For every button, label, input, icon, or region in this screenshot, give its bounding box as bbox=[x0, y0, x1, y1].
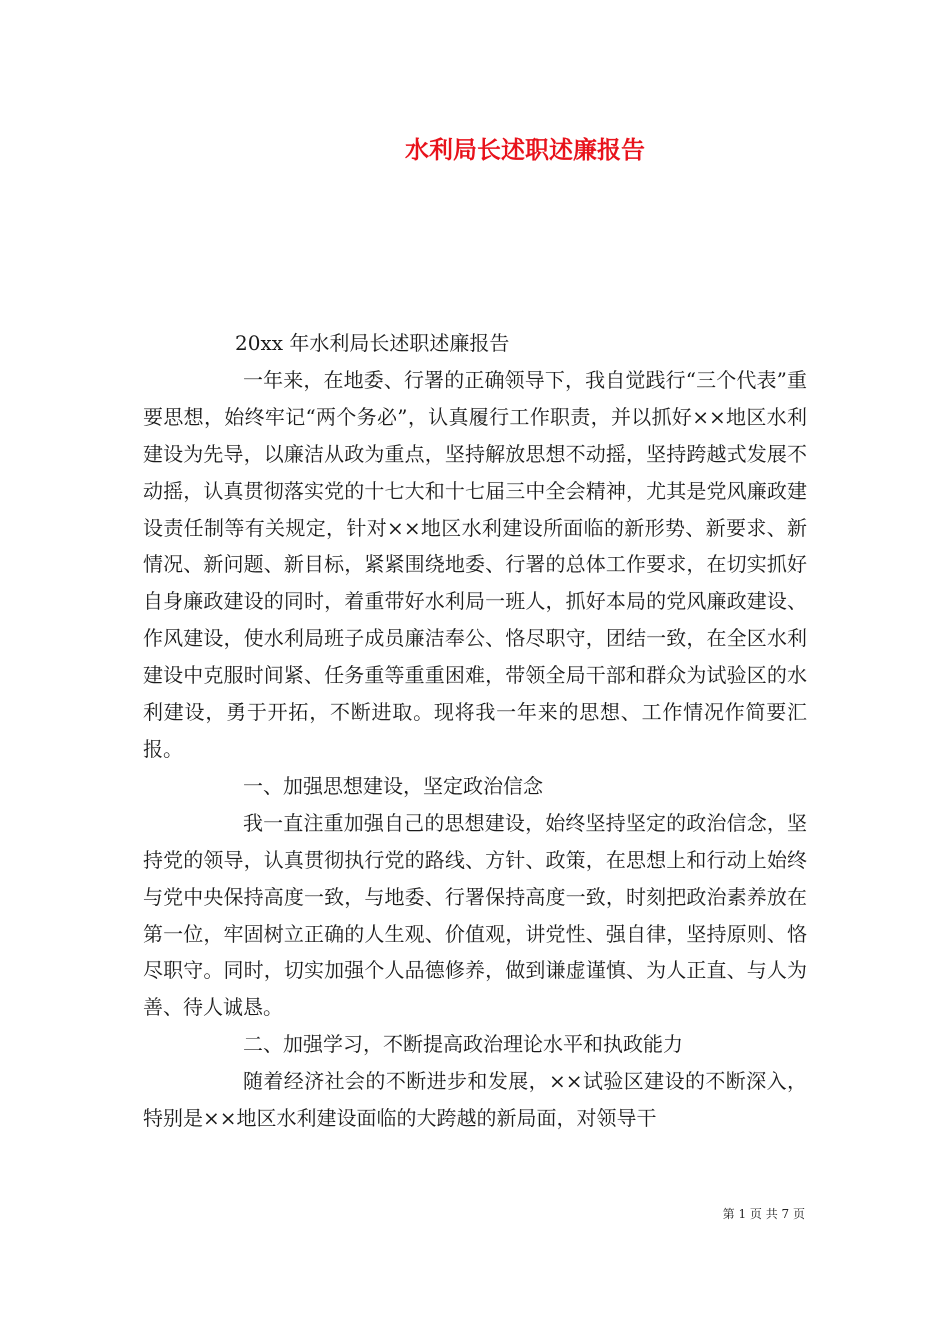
page-number-footer: 第 1 页 共 7 页 bbox=[722, 1207, 805, 1221]
body-paragraph: 随着经济社会的不断进步和发展，××试验区建设的不断深入，特别是××地区水利建设面临的大跨越的新局面，对领导干 bbox=[143, 1069, 807, 1131]
document-subtitle: 20xx 年水利局长述职述廉报告 bbox=[235, 331, 510, 355]
document-body bbox=[143, 325, 807, 1137]
section-heading: 二、加强学习，不断提高政治理论水平和执政能力 bbox=[243, 1032, 683, 1057]
section-heading: 一、加强思想建设，坚定政治信念 bbox=[243, 773, 543, 798]
page-title: 水利局长述职述廉报告 bbox=[405, 136, 645, 164]
body-paragraph: 一年来，在地委、行署的正确领导下，我自觉践行“三个代表”重要思想，始终牢记“两个务必”，认真履行工作职责，并以抓好××地区水利建设为先导，以廉洁从政为重点，坚持解放思想不动摇，坚持跨越式发展不动摇，认真贯彻落实党的十七大和十七届三中全会精神，尤其是党风廉政建设责任制等有关规定，针对××地区水利建设所面临的新形势、新要求、新情况、新问题、新目标，紧紧围绕地委、行署的总体工作要求，在切实抓好自身廉政建设的同时，着重带好水利局一班人，抓好本局的党风廉政建设、作风建设，使水利局班子成员廉洁奉公、恪尽职守，团结一致，在全区水利建设中克服时间紧、任务重等重重困难，带领全局干部和群众为试验区的水利建设，勇于开拓，不断进取。现将我一年来的思想、工作情况作简要汇报。 bbox=[143, 367, 807, 761]
body-paragraph: 我一直注重加强自己的思想建设，始终坚持坚定的政治信念，坚持党的领导，认真贯彻执行党的路线、方针、政策，在思想上和行动上始终与党中央保持高度一致，与地委、行署保持高度一致，时刻把政治素养放在第一位，牢固树立正确的人生观、价值观，讲党性、强自律，坚持原则、恪尽职守。同时，切实加强个人品德修养，做到谦虚谨慎、为人正直、与人为善、待人诚恳。 bbox=[143, 810, 807, 1020]
